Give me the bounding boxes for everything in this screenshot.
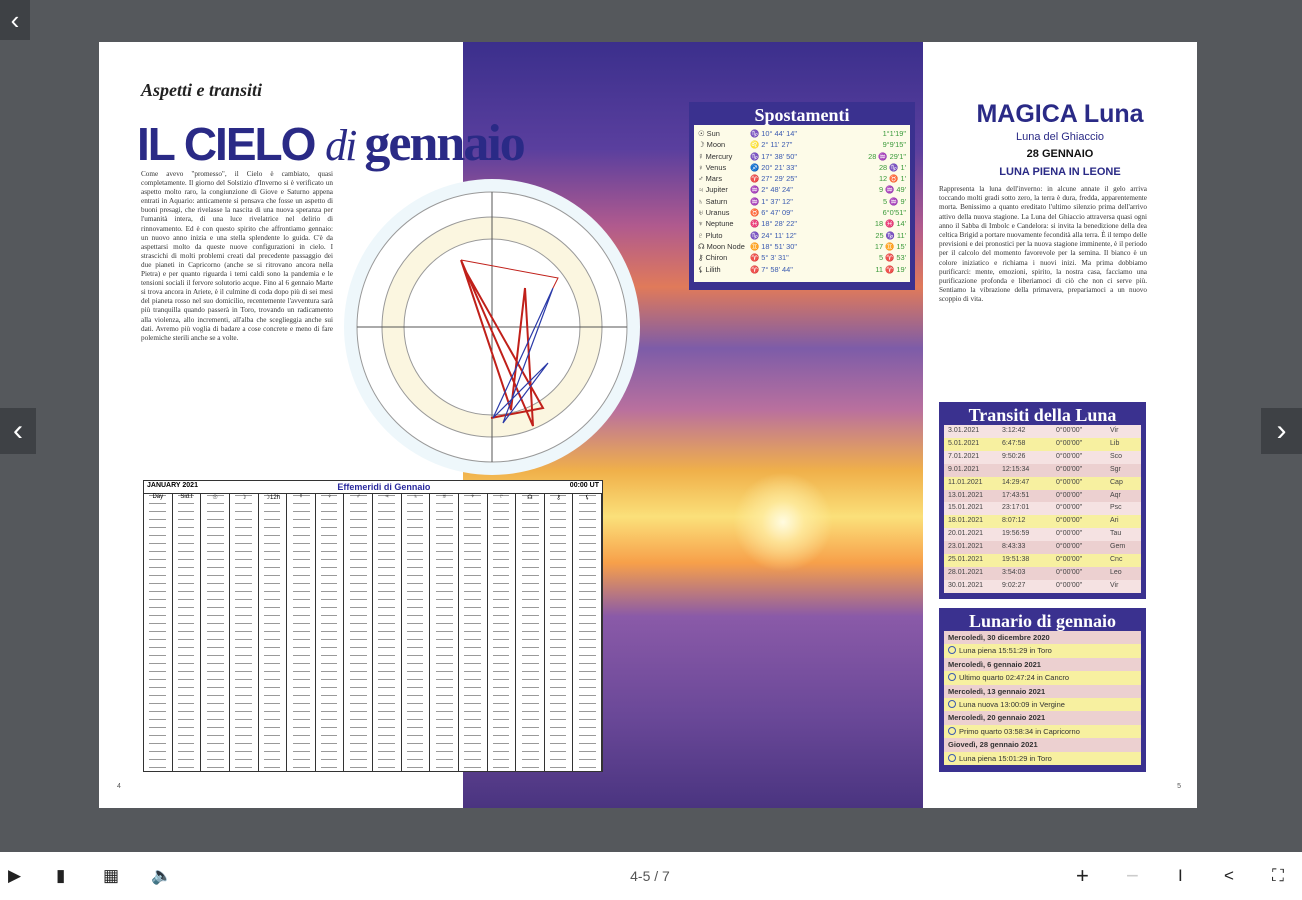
page-indicator: 4-5 / 7: [630, 868, 670, 884]
prev-page-button[interactable]: ‹: [0, 408, 36, 454]
transit-cell: 30.01.2021: [948, 581, 984, 589]
spostamenti-row: [698, 230, 906, 241]
article-body: Rappresenta la luna dell'inverno: in alcune annate il gelo arriva toccando molti gradi sotto zero, la terra è dura, fredda, apparentemente morta. Benissimo a quanto ereditato l'ultimo silenzio prima dell'arrivo attivo della nuova stagione. La Luna del Ghiaccio attraversa quasi ogni anno il Sabba di Imbolc e Candelora: si invita la benedizione della dea celtica Brigid a portare nuovamente fecondità alla terra. È il tempo delle previsioni e dei pronostici per la nuova stagione imminente, è il periodo per il calcolo del momento favorevole per la semina. Il bianco è un colore iniziatico e richiama i nuovi inizi. Ma prima dobbiamo purificarci: mente, emozioni, spirito, la nostra casa, facciamo una purificazione profonda e liberiamoci di ciò che non ci serve più. Sentiamo la vibrazione della primavera, prepariamoci a un nuovo scoppio di vita.: [939, 185, 1147, 304]
lunario-box: [939, 608, 1146, 772]
transit-cell: 28.01.2021: [948, 568, 984, 576]
moon-phase-icon: [948, 673, 956, 681]
moon-phase-icon: [948, 646, 956, 654]
transit-row: [944, 425, 1141, 438]
lunario-event: [944, 725, 1141, 738]
article-body: Come avevo "promesso", il Cielo è cambiato, quasi completamente. Il giorno del Solstizio d'Inverno si è verificato un aspetto molto raro, la congiunzione di Giove e Saturno appena entrati in Aquario: anticamente si pensava che fosse un aspetto di buoni presagi, che rivelasse la nascita di una nuova speranza per l'umanità intera, di una luce rivelatrice nel delirio di rinnovamento. Ed è con questo spirito che affrontiamo gennaio: un nuovo anno inizia e una stella splendente lo guida. C'è da aspettarsi molto da queste nuove configurazioni in cielo. I strascichi di molti problemi creati dal precedente passaggio dei due pianeti in Capricorno (anche se si ritrovano ancora nella Pietra) e per quanto riguarda i temi caldi sono la pandemia e le tensioni sociali il fervore solutorio acque. Fino al 6 gennaio Marte si trova ancora in Ariete, è il culmine di coda dopo più di sei mesi del pianeta rosso nel suo domicilio, recentemente l'avventura sarà più tranquilla quando passerà in Toro, trovando un radicamento alla violenza, allo incrementi, all'alba che sceglieggia anche sui dati. Avremo più voglia di badare a cose concrete e meno di fare polemiche sterili anche se a volte.: [141, 170, 333, 342]
transit-cell: 9:02:27: [1002, 581, 1026, 589]
transit-row: [944, 477, 1141, 490]
planet-name: ♃ Jupiter: [698, 185, 728, 195]
transit-cell: 12:15:34: [1002, 465, 1030, 473]
viewer-toolbar: [0, 852, 1302, 900]
planet-name: ☽ Moon: [698, 140, 726, 150]
spostamenti-row: [698, 173, 906, 184]
planet-pos: ♈ 5° 3' 31": [750, 253, 789, 263]
planet-pos: ♒ 1° 37' 12": [750, 196, 793, 206]
subtitle: Luna del Ghiaccio: [1015, 131, 1105, 143]
planet-motion: 11 ♈ 19': [875, 264, 906, 274]
transit-cell: 11.01.2021: [948, 478, 983, 486]
transit-cell: 8:07:12: [1002, 517, 1026, 525]
spostamenti-box: [689, 102, 915, 290]
transit-cell: 3:54:03: [1002, 568, 1026, 576]
transit-cell: 9.01.2021: [948, 465, 980, 473]
magica-luna-title: MAGICA Luna: [976, 100, 1144, 128]
transit-cell: 14:29:47: [1002, 478, 1030, 486]
transiti-box: [939, 402, 1146, 599]
spostamenti-row: [698, 241, 906, 252]
transit-row: [944, 567, 1141, 580]
planet-motion: 1°1'19": [882, 129, 906, 138]
spostamenti-title: Spostamenti: [754, 105, 850, 125]
ephemeris-column: ☽12h: [259, 494, 288, 771]
planet-name: ♆ Neptune: [698, 219, 734, 229]
page-number: 4: [117, 783, 121, 790]
lunario-event-text: Luna piena 15:51:29 in Toro: [959, 646, 1052, 656]
spostamenti-row: [698, 162, 906, 173]
planet-motion: 25 ♑ 11': [875, 230, 906, 240]
transit-cell: Cap: [1110, 478, 1123, 486]
spostamenti-row: [698, 184, 906, 195]
ephemeris-column: ♂: [344, 494, 373, 771]
spostamenti-row: [698, 252, 906, 263]
kicker: Aspetti e transiti: [141, 80, 263, 100]
next-page-button[interactable]: ›: [1261, 408, 1302, 454]
lunario-event-text: Primo quarto 03:58:34 in Capricorno: [959, 726, 1080, 736]
lunario-date: Mercoledì, 30 dicembre 2020: [944, 631, 1141, 644]
lunario-title: Lunario di gennaio: [968, 611, 1117, 631]
lunario-event-text: Luna piena 15:01:29 in Toro: [959, 753, 1052, 763]
lunario-date: Mercoledì, 13 gennaio 2021: [944, 685, 1141, 698]
planet-pos: ♒ 2° 48' 24": [750, 185, 793, 195]
transit-cell: Aqr: [1110, 491, 1121, 499]
transit-row: [944, 580, 1141, 593]
spostamenti-row: [698, 218, 906, 229]
ephemeris-title: Effemeridi di Gennaio: [337, 482, 431, 492]
transit-cell: Vir: [1110, 581, 1119, 589]
play-icon[interactable]: ▶: [8, 866, 22, 885]
transit-cell: 0°00'00": [1056, 504, 1083, 512]
lunario-date: Mercoledì, 6 gennaio 2021: [944, 658, 1141, 671]
transit-cell: 20.01.2021: [948, 530, 984, 538]
transit-cell: 6:47:58: [1002, 439, 1026, 447]
transit-cell: Leo: [1110, 568, 1122, 576]
planet-name: ☊ Moon Node: [698, 241, 745, 251]
ephemeris-column: ☊: [516, 494, 545, 771]
thumbnails-icon[interactable]: ▦: [103, 866, 120, 885]
subtitle-date: 28 GENNAIO: [1026, 148, 1094, 160]
transit-cell: Lib: [1110, 439, 1120, 447]
ephemeris-column: ⚷: [545, 494, 574, 771]
zoom-out-icon[interactable]: −: [1126, 863, 1139, 888]
transit-cell: 18.01.2021: [948, 517, 984, 525]
lunario-event: [944, 698, 1141, 711]
transit-cell: 19:56:59: [1002, 530, 1030, 538]
transit-row: [944, 502, 1141, 515]
transit-cell: 13.01.2021: [948, 491, 984, 499]
transit-cell: 0°00'00": [1056, 568, 1083, 576]
ephemeris-column: ☿: [287, 494, 316, 771]
planet-name: ⚷ Chiron: [698, 253, 728, 263]
transit-cell: 0°00'00": [1056, 491, 1083, 499]
transit-cell: 15.01.2021: [948, 504, 984, 512]
lunario-date: Mercoledì, 20 gennaio 2021: [944, 711, 1141, 724]
planet-motion: 9 ♒ 49': [878, 185, 906, 195]
transit-cell: 23.01.2021: [948, 543, 984, 551]
planet-motion: 5 ♒ 9': [883, 196, 906, 206]
back-button[interactable]: ‹: [0, 0, 30, 40]
transit-cell: Sco: [1110, 452, 1123, 460]
ephemeris-time: 00:00 UT: [569, 482, 599, 489]
planet-motion: 17 ♊ 15': [874, 241, 906, 251]
transit-row: [944, 541, 1141, 554]
planet-pos: ♈ 7° 58' 44": [750, 264, 793, 274]
bookmark-icon[interactable]: ▮: [56, 866, 66, 885]
planet-name: ☿ Mercury: [698, 151, 733, 161]
planet-name: ♇ Pluto: [698, 230, 723, 240]
transit-cell: 0°00'00": [1056, 517, 1083, 525]
moon-phase-icon: [948, 754, 956, 762]
planet-pos: ♈ 27° 29' 25": [750, 174, 798, 184]
transit-cell: 19:51:38: [1002, 556, 1030, 564]
planet-pos: ♑ 24° 11' 12": [750, 230, 797, 240]
moon-phase-icon: [948, 700, 956, 708]
page-title: IL CIELO di gennaio: [137, 115, 524, 172]
transit-cell: 9:50:26: [1002, 452, 1026, 460]
ephemeris-table: [143, 480, 603, 772]
ephemeris-column: ♀: [316, 494, 345, 771]
ephemeris-column: Sid.t: [173, 494, 202, 771]
astrological-chart: [343, 178, 641, 476]
transit-cell: 17:43:51: [1002, 491, 1030, 499]
transit-cell: Psc: [1110, 504, 1122, 512]
planet-motion: 6°0'51": [882, 208, 906, 218]
planet-pos: ♓ 18° 28' 22": [750, 219, 798, 229]
ephemeris-column: ♇: [488, 494, 517, 771]
ephemeris-column: ♆: [459, 494, 488, 771]
transit-row: [944, 464, 1141, 477]
ephemeris-column: ♃: [373, 494, 402, 771]
transit-row: [944, 451, 1141, 464]
transit-row: [944, 438, 1141, 451]
spostamenti-row: [698, 151, 906, 162]
transit-cell: 0°00'00": [1056, 543, 1083, 551]
ephemeris-column: Day: [144, 494, 173, 771]
transit-cell: 3.01.2021: [948, 427, 980, 434]
transit-cell: 0°00'00": [1056, 556, 1083, 564]
planet-pos: ♌ 2° 11' 27": [750, 140, 793, 150]
spostamenti-row: [698, 128, 906, 139]
spostamenti-row: [698, 139, 906, 150]
lunario-event-text: Ultimo quarto 02:47:24 in Cancro: [959, 673, 1070, 683]
planet-motion: 12 ♉ 1': [878, 174, 906, 184]
lunario-event: [944, 752, 1141, 765]
transit-cell: 3:12:42: [1002, 427, 1026, 434]
transit-row: [944, 515, 1141, 528]
transit-cell: 7.01.2021: [948, 452, 980, 460]
transit-cell: 5.01.2021: [948, 439, 980, 447]
ephemeris-column: ♄: [402, 494, 431, 771]
transit-cell: 0°00'00": [1056, 439, 1083, 447]
transit-cell: 0°00'00": [1056, 581, 1083, 589]
text-select-icon[interactable]: I: [1178, 866, 1183, 885]
lunario-event: [944, 671, 1141, 684]
transit-cell: 0°00'00": [1056, 452, 1083, 460]
planet-pos: ♑ 17° 38' 50": [750, 151, 798, 161]
transit-cell: 8:43:33: [1002, 543, 1026, 551]
ephemeris-column: ♅: [430, 494, 459, 771]
planet-name: ♀ Venus: [698, 162, 727, 172]
subtitle-event: LUNA PIENA IN LEONE: [999, 166, 1121, 178]
planet-motion: 9°9'15": [882, 140, 906, 150]
lunario-event-text: Luna nuova 13:00:09 in Vergine: [959, 700, 1065, 710]
spostamenti-row: [698, 207, 906, 218]
planet-pos: ♐ 20° 21' 33": [750, 162, 798, 172]
magazine-spread: [99, 42, 1197, 808]
planet-motion: 28 ♑ 1': [878, 162, 906, 172]
spostamenti-row: [698, 196, 906, 207]
transit-cell: Sgr: [1110, 465, 1121, 473]
ephemeris-month: JANUARY 2021: [147, 482, 198, 489]
lunario-event: [944, 644, 1141, 657]
transit-cell: 0°00'00": [1056, 427, 1083, 434]
transit-cell: Tau: [1110, 530, 1122, 538]
planet-pos: ♑ 10° 44' 14": [750, 129, 798, 138]
ephemeris-column: ☉: [201, 494, 230, 771]
transit-cell: Vir: [1110, 427, 1119, 434]
transit-cell: Cnc: [1110, 556, 1123, 564]
transit-cell: 0°00'00": [1056, 478, 1083, 486]
lunario-date: Giovedì, 28 gennaio 2021: [944, 738, 1141, 751]
planet-motion: 18 ♓ 14': [874, 219, 906, 229]
zoom-in-icon[interactable]: +: [1076, 863, 1089, 888]
ephemeris-column: ⚸: [573, 494, 602, 771]
transit-row: [944, 490, 1141, 503]
page-number: 5: [1177, 783, 1181, 790]
ephemeris-column: ☽: [230, 494, 259, 771]
spostamenti-row: [698, 264, 906, 275]
moon-phase-icon: [948, 727, 956, 735]
planet-name: ♅ Uranus: [698, 208, 730, 218]
planet-motion: 5 ♈ 53': [878, 253, 906, 263]
transiti-title: Transiti della Luna: [968, 405, 1117, 425]
share-icon[interactable]: <: [1224, 866, 1234, 885]
transit-cell: 23:17:01: [1002, 504, 1030, 512]
transit-row: [944, 528, 1141, 541]
planet-name: ♂ Mars: [698, 174, 723, 184]
sound-icon[interactable]: 🔈: [151, 866, 173, 885]
transit-cell: 0°00'00": [1056, 465, 1083, 473]
planet-name: ☉ Sun: [698, 129, 720, 138]
planet-name: ⚸ Lilith: [698, 264, 721, 274]
planet-pos: ♉ 6° 47' 09": [750, 208, 793, 218]
transit-cell: 0°00'00": [1056, 530, 1083, 538]
planet-pos: ♊ 18° 51' 30": [750, 241, 798, 251]
transit-row: [944, 554, 1141, 567]
transit-cell: 25.01.2021: [948, 556, 984, 564]
planet-motion: 28 ♒ 29'1": [868, 151, 906, 161]
fullscreen-icon[interactable]: ⛶: [1272, 866, 1284, 885]
transit-cell: Gem: [1110, 543, 1126, 551]
transit-cell: Ari: [1110, 517, 1119, 525]
planet-name: ♄ Saturn: [698, 196, 728, 206]
